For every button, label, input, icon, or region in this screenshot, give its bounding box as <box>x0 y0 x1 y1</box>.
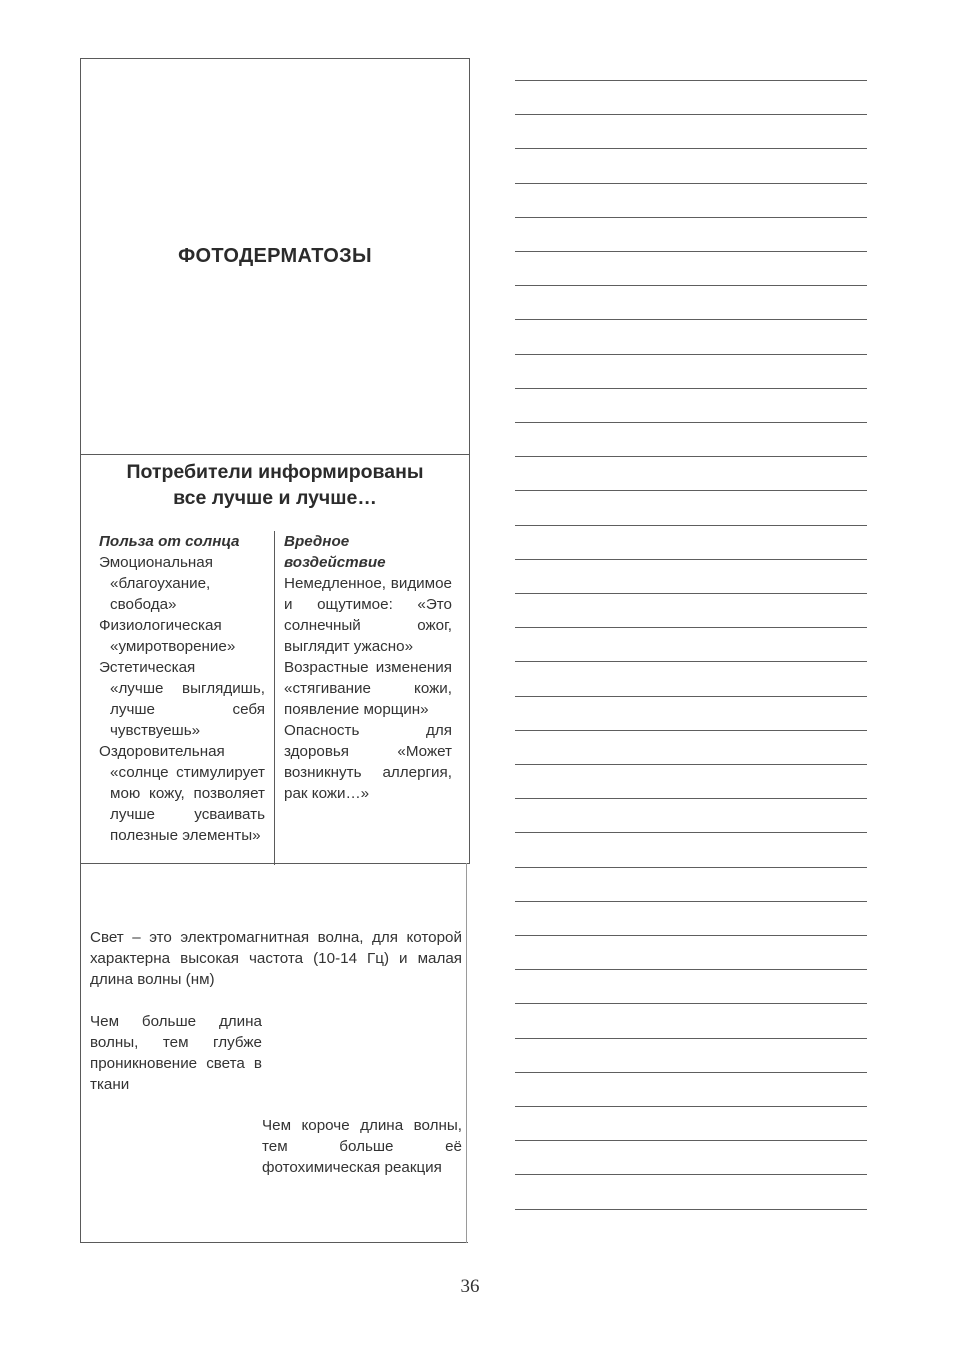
benefit-desc: «солнце стимулирует мою кожу, позволяет лучше усваивать полезные элементы» <box>110 764 265 844</box>
note-line <box>515 319 867 320</box>
note-line <box>515 525 867 526</box>
note-line <box>515 627 867 628</box>
note-line <box>515 1106 867 1107</box>
note-line <box>515 1209 867 1210</box>
note-line <box>515 388 867 389</box>
page-number: 36 <box>460 1276 480 1297</box>
harm-header: Вредное воздействие <box>284 533 386 571</box>
note-line <box>515 730 867 731</box>
note-line <box>515 832 867 833</box>
note-line <box>515 217 867 218</box>
benefits-header: Польза от солнца <box>99 533 240 550</box>
note-line <box>515 285 867 286</box>
consumers-heading-line2: все лучше и лучше… <box>173 487 377 509</box>
note-line <box>515 798 867 799</box>
note-line <box>515 901 867 902</box>
harm-item: Возрастные изменения «стягивание кожи, появление морщин» <box>284 659 452 718</box>
harm-column <box>284 531 452 804</box>
benefit-title: Эмоциональная <box>99 554 213 571</box>
note-line <box>515 80 867 81</box>
benefit-desc: «лучше выглядишь, лучше себя чувствуешь» <box>110 680 265 739</box>
long-wave-note: Чем больше длина волны, тем глубже проникновение света в ткани <box>90 1013 262 1093</box>
note-line <box>515 935 867 936</box>
light-definition: Свет – это электромагнитная волна, для которой характерна высокая частота (10-14 Гц) и малая длина волны (нм) <box>90 929 462 988</box>
note-line <box>515 661 867 662</box>
note-line <box>515 969 867 970</box>
benefits-column <box>99 531 265 846</box>
note-line <box>515 148 867 149</box>
note-line <box>515 1140 867 1141</box>
note-line <box>515 764 867 765</box>
benefit-desc: «умиротворение» <box>110 638 236 655</box>
consumers-panel <box>80 454 470 864</box>
light-panel-right-border <box>466 863 467 1243</box>
note-line <box>515 1072 867 1073</box>
benefit-title: Оздоровительная <box>99 743 225 760</box>
light-panel <box>80 863 468 1243</box>
note-line <box>515 593 867 594</box>
note-line <box>515 354 867 355</box>
note-line <box>515 490 867 491</box>
benefit-title: Физиологическая <box>99 617 222 634</box>
benefit-title: Эстетическая <box>99 659 196 676</box>
note-line <box>515 422 867 423</box>
short-wave-note: Чем короче длина волны, тем больше её фотохимическая реакция <box>262 1117 462 1176</box>
harm-item: Немедленное, видимое и ощутимое: «Это солнечный ожог, выглядит ужасно» <box>284 575 452 655</box>
consumers-heading <box>81 459 469 511</box>
column-divider <box>274 531 275 865</box>
note-line <box>515 1174 867 1175</box>
consumers-heading-line1: Потребители информированы <box>126 461 424 483</box>
note-line <box>515 1003 867 1004</box>
note-line <box>515 1038 867 1039</box>
note-lines <box>515 0 867 1350</box>
page-title: ФОТОДЕРМАТОЗЫ <box>178 245 372 267</box>
benefit-desc: «благоухание, свобода» <box>110 575 211 613</box>
note-line <box>515 867 867 868</box>
note-line <box>515 183 867 184</box>
note-line <box>515 456 867 457</box>
title-panel <box>80 58 470 454</box>
note-line <box>515 696 867 697</box>
note-line <box>515 114 867 115</box>
harm-item: Опасность для здоровья «Может возникнуть аллергия, рак кожи…» <box>284 722 452 802</box>
note-line <box>515 251 867 252</box>
note-line <box>515 559 867 560</box>
